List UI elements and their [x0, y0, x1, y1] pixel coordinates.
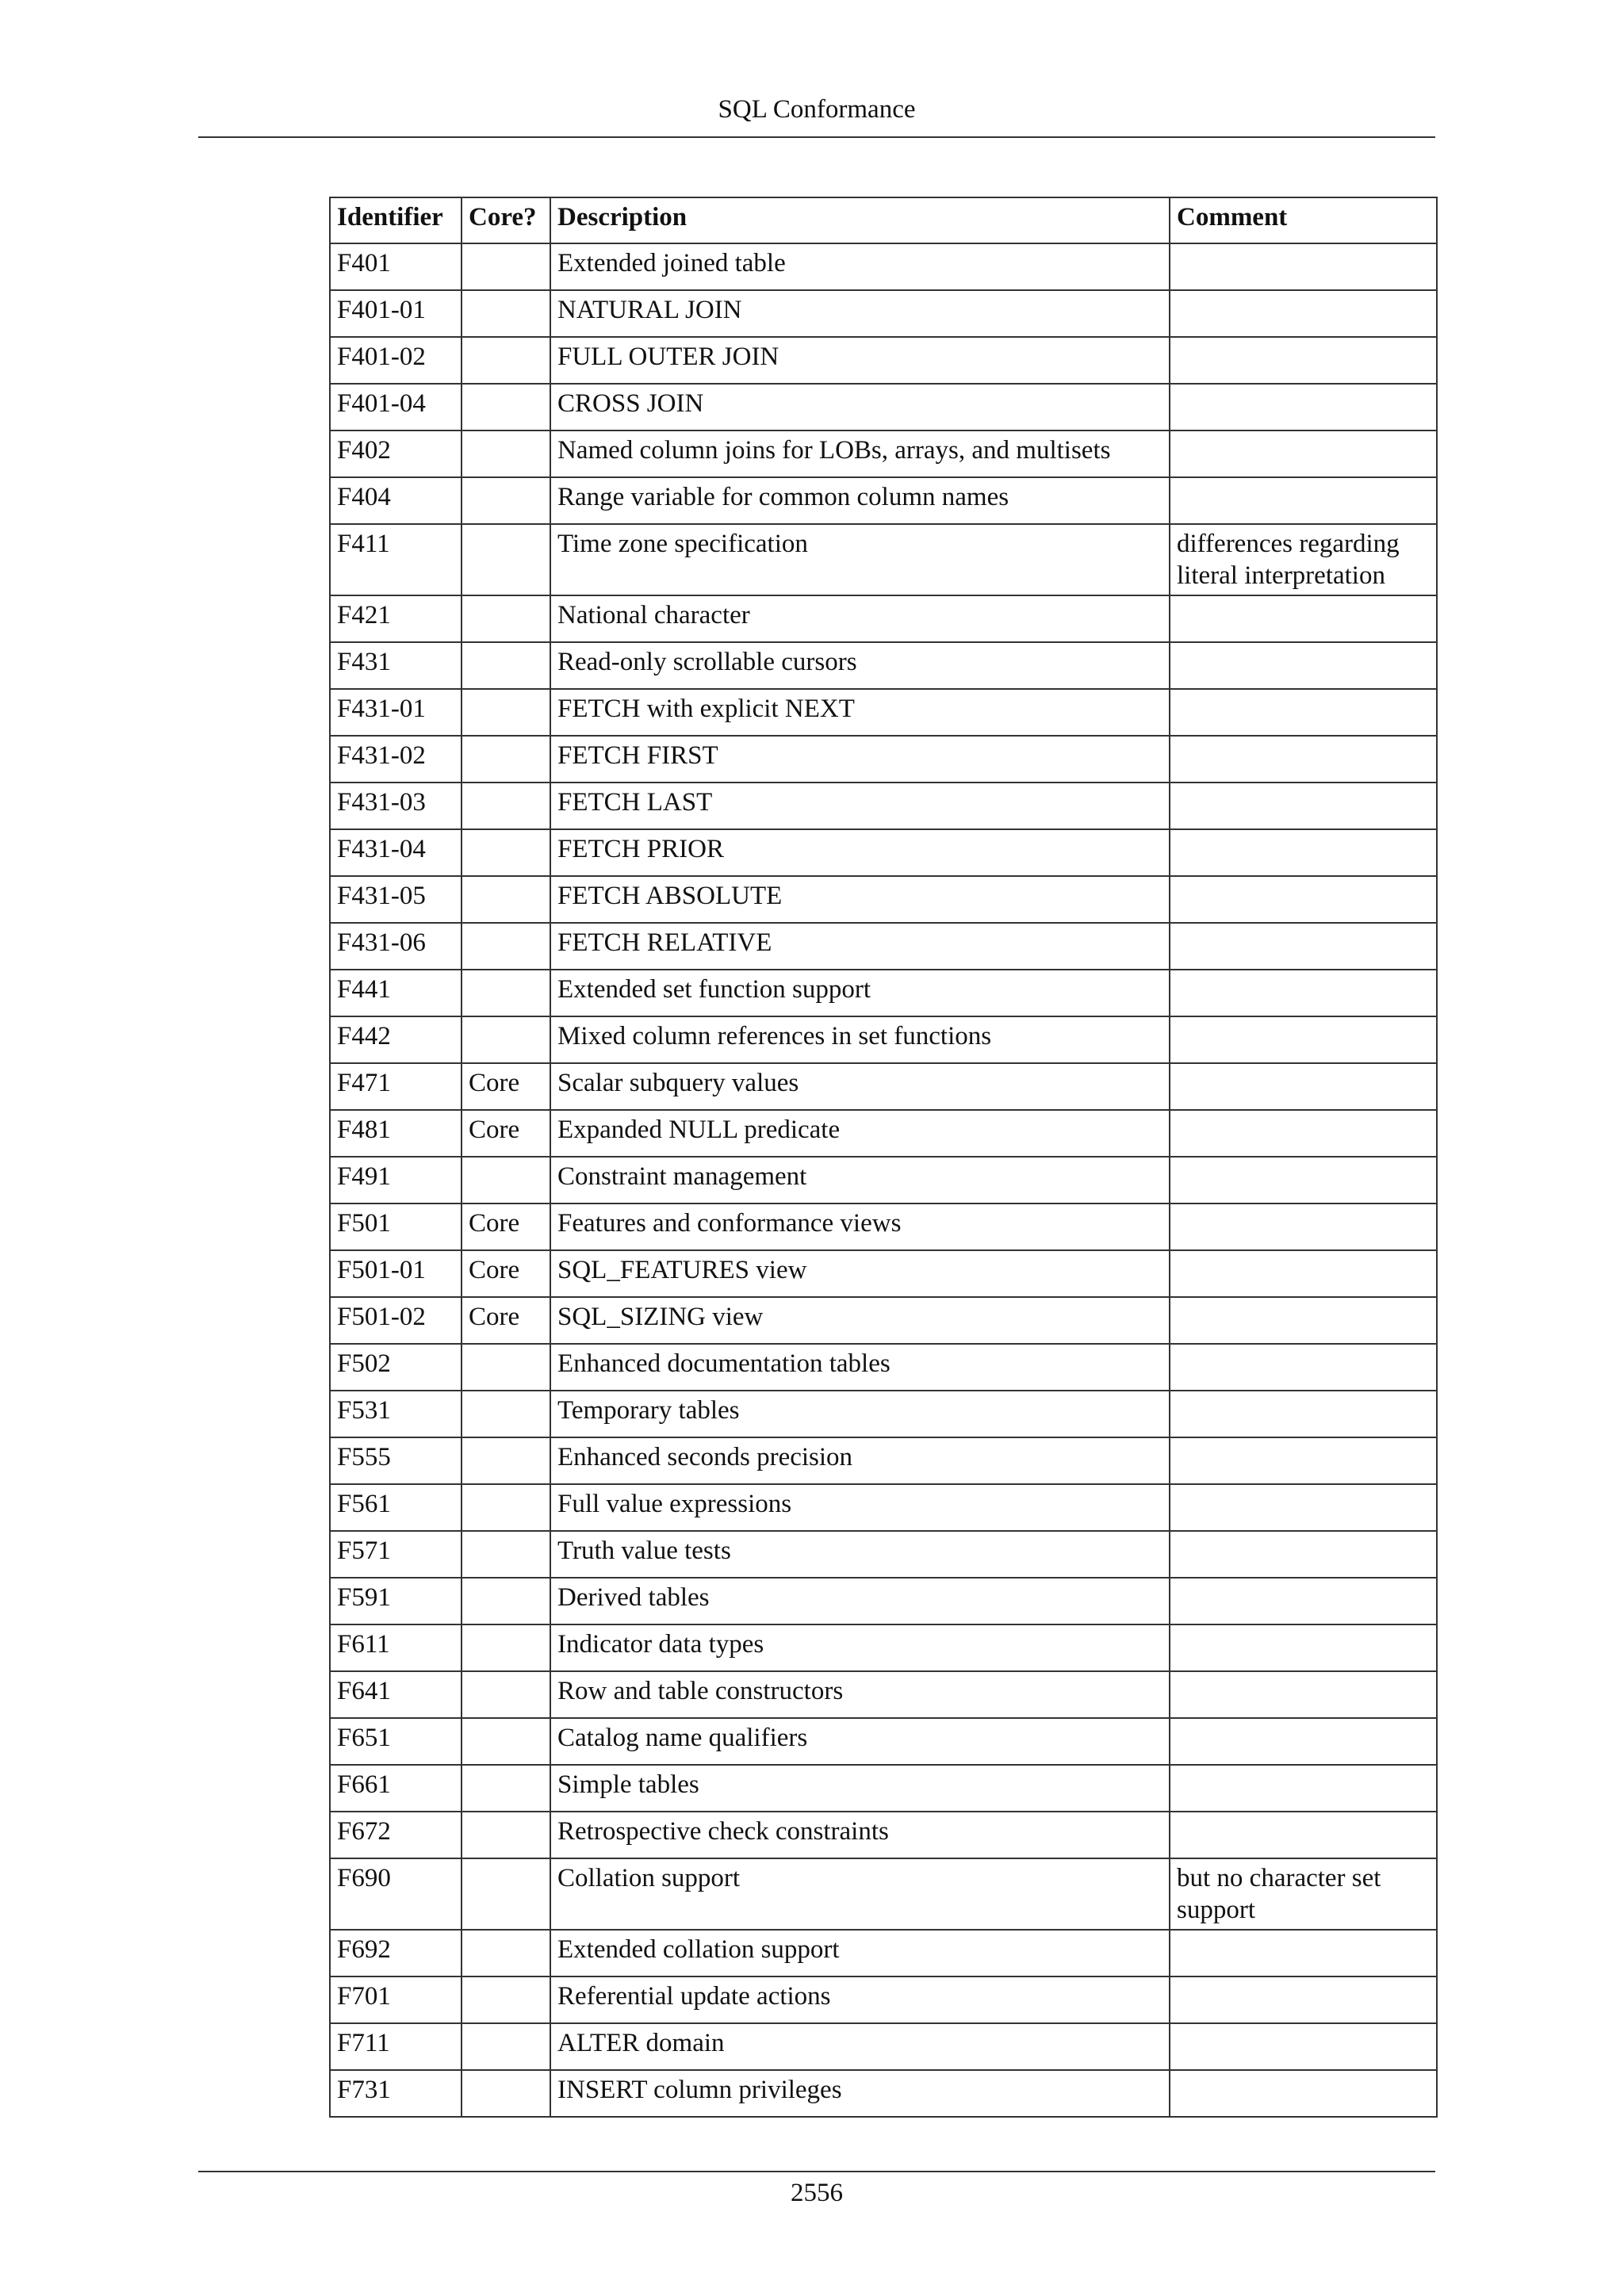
cell-core — [462, 829, 550, 876]
table-header — [330, 197, 1437, 243]
table-body — [330, 243, 1437, 2117]
page-number: 2556 — [791, 2179, 843, 2207]
cell-identifier: F561 — [330, 1484, 462, 1531]
table-row — [330, 1110, 1437, 1157]
cell-identifier: F555 — [330, 1437, 462, 1484]
cell-identifier: F531 — [330, 1391, 462, 1437]
cell-core — [462, 1858, 550, 1930]
cell-comment — [1170, 1110, 1437, 1157]
cell-identifier: F401-04 — [330, 384, 462, 430]
table-row — [330, 243, 1437, 290]
cell-identifier: F502 — [330, 1344, 462, 1391]
cell-core — [462, 736, 550, 783]
cell-identifier: F411 — [330, 524, 462, 595]
cell-comment: differences regarding literal interpretation — [1170, 524, 1437, 595]
column-header-description: Description — [550, 197, 1170, 243]
cell-description: NATURAL JOIN — [550, 290, 1170, 337]
table-row — [330, 477, 1437, 524]
cell-core — [462, 923, 550, 970]
cell-identifier: F401-01 — [330, 290, 462, 337]
cell-core: Core — [462, 1063, 550, 1110]
cell-comment — [1170, 1765, 1437, 1812]
table-row — [330, 1344, 1437, 1391]
cell-identifier: F442 — [330, 1016, 462, 1063]
table-row — [330, 829, 1437, 876]
cell-identifier: F501-02 — [330, 1297, 462, 1344]
table-row — [330, 1531, 1437, 1578]
cell-description: Catalog name qualifiers — [550, 1718, 1170, 1765]
cell-comment — [1170, 1976, 1437, 2023]
cell-comment — [1170, 1250, 1437, 1297]
table-row — [330, 1624, 1437, 1671]
cell-comment — [1170, 1484, 1437, 1531]
cell-comment — [1170, 1718, 1437, 1765]
cell-comment — [1170, 1578, 1437, 1624]
cell-core — [462, 1976, 550, 2023]
conformance-table — [329, 197, 1438, 2118]
cell-identifier: F402 — [330, 430, 462, 477]
cell-identifier: F431-05 — [330, 876, 462, 923]
table-row — [330, 1391, 1437, 1437]
cell-comment: but no character set support — [1170, 1858, 1437, 1930]
cell-identifier: F641 — [330, 1671, 462, 1718]
cell-description: ALTER domain — [550, 2023, 1170, 2070]
cell-identifier: F501-01 — [330, 1250, 462, 1297]
table-row — [330, 2070, 1437, 2117]
page-header-title: SQL Conformance — [718, 95, 916, 124]
cell-description: Temporary tables — [550, 1391, 1170, 1437]
cell-description: Range variable for common column names — [550, 477, 1170, 524]
cell-identifier: F401 — [330, 243, 462, 290]
table-row — [330, 736, 1437, 783]
cell-identifier: F441 — [330, 970, 462, 1016]
cell-description: FETCH LAST — [550, 783, 1170, 829]
table-row — [330, 783, 1437, 829]
cell-description: Derived tables — [550, 1578, 1170, 1624]
cell-description: Enhanced seconds precision — [550, 1437, 1170, 1484]
table-row — [330, 430, 1437, 477]
cell-description: FETCH FIRST — [550, 736, 1170, 783]
cell-comment — [1170, 430, 1437, 477]
cell-description: Indicator data types — [550, 1624, 1170, 1671]
cell-description: FULL OUTER JOIN — [550, 337, 1170, 384]
cell-core — [462, 1437, 550, 1484]
cell-identifier: F661 — [330, 1765, 462, 1812]
table-header-row — [330, 197, 1437, 243]
cell-core — [462, 243, 550, 290]
table-row — [330, 1016, 1437, 1063]
cell-identifier: F431-02 — [330, 736, 462, 783]
cell-identifier: F672 — [330, 1812, 462, 1858]
cell-comment — [1170, 384, 1437, 430]
cell-identifier: F431 — [330, 642, 462, 689]
cell-comment — [1170, 1437, 1437, 1484]
table-row — [330, 1578, 1437, 1624]
cell-description: Truth value tests — [550, 1531, 1170, 1578]
cell-comment — [1170, 1624, 1437, 1671]
cell-description: National character — [550, 595, 1170, 642]
cell-identifier: F471 — [330, 1063, 462, 1110]
cell-core — [462, 337, 550, 384]
cell-core — [462, 1812, 550, 1858]
table-row — [330, 923, 1437, 970]
cell-core — [462, 290, 550, 337]
table-row — [330, 1437, 1437, 1484]
table-row — [330, 1858, 1437, 1930]
cell-identifier: F731 — [330, 2070, 462, 2117]
cell-comment — [1170, 2070, 1437, 2117]
cell-comment — [1170, 243, 1437, 290]
cell-description: Extended joined table — [550, 243, 1170, 290]
page-header — [198, 89, 1435, 138]
table-row — [330, 1203, 1437, 1250]
cell-description: Referential update actions — [550, 1976, 1170, 2023]
cell-comment — [1170, 876, 1437, 923]
cell-comment — [1170, 1812, 1437, 1858]
cell-comment — [1170, 1671, 1437, 1718]
cell-identifier: F701 — [330, 1976, 462, 2023]
cell-identifier: F651 — [330, 1718, 462, 1765]
table-row — [330, 1157, 1437, 1203]
cell-comment — [1170, 642, 1437, 689]
cell-identifier: F431-04 — [330, 829, 462, 876]
cell-description: SQL_FEATURES view — [550, 1250, 1170, 1297]
cell-comment — [1170, 337, 1437, 384]
table-row — [330, 1976, 1437, 2023]
cell-core — [462, 595, 550, 642]
cell-identifier: F431-01 — [330, 689, 462, 736]
table-row — [330, 1484, 1437, 1531]
column-header-core: Core? — [462, 197, 550, 243]
cell-comment — [1170, 477, 1437, 524]
cell-core — [462, 1624, 550, 1671]
cell-description: Scalar subquery values — [550, 1063, 1170, 1110]
cell-comment — [1170, 1157, 1437, 1203]
cell-description: Features and conformance views — [550, 1203, 1170, 1250]
cell-identifier: F591 — [330, 1578, 462, 1624]
cell-identifier: F404 — [330, 477, 462, 524]
table-row — [330, 2023, 1437, 2070]
table-row — [330, 1297, 1437, 1344]
table-row — [330, 1063, 1437, 1110]
cell-description: Expanded NULL predicate — [550, 1110, 1170, 1157]
table-row — [330, 290, 1437, 337]
cell-core — [462, 1157, 550, 1203]
cell-identifier: F431-06 — [330, 923, 462, 970]
cell-comment — [1170, 736, 1437, 783]
cell-identifier: F690 — [330, 1858, 462, 1930]
cell-comment — [1170, 783, 1437, 829]
cell-core: Core — [462, 1297, 550, 1344]
cell-comment — [1170, 689, 1437, 736]
cell-core — [462, 524, 550, 595]
cell-core — [462, 2023, 550, 2070]
cell-core — [462, 1765, 550, 1812]
cell-description: Full value expressions — [550, 1484, 1170, 1531]
cell-core — [462, 430, 550, 477]
cell-identifier: F501 — [330, 1203, 462, 1250]
cell-core — [462, 1016, 550, 1063]
cell-description: Time zone specification — [550, 524, 1170, 595]
cell-identifier: F711 — [330, 2023, 462, 2070]
cell-identifier: F431-03 — [330, 783, 462, 829]
cell-description: Read-only scrollable cursors — [550, 642, 1170, 689]
table-row — [330, 689, 1437, 736]
table-row — [330, 1812, 1437, 1858]
table-row — [330, 970, 1437, 1016]
page-footer — [198, 2171, 1435, 2228]
table-row — [330, 1250, 1437, 1297]
cell-comment — [1170, 1063, 1437, 1110]
cell-core — [462, 1671, 550, 1718]
cell-description: SQL_SIZING view — [550, 1297, 1170, 1344]
cell-comment — [1170, 1344, 1437, 1391]
cell-description: INSERT column privileges — [550, 2070, 1170, 2117]
cell-comment — [1170, 1531, 1437, 1578]
cell-comment — [1170, 1203, 1437, 1250]
cell-description: FETCH with explicit NEXT — [550, 689, 1170, 736]
cell-core — [462, 1391, 550, 1437]
cell-comment — [1170, 290, 1437, 337]
cell-core — [462, 1531, 550, 1578]
cell-description: FETCH PRIOR — [550, 829, 1170, 876]
cell-core — [462, 1578, 550, 1624]
table-row — [330, 337, 1437, 384]
cell-description: Simple tables — [550, 1765, 1170, 1812]
cell-description: Enhanced documentation tables — [550, 1344, 1170, 1391]
cell-comment — [1170, 1016, 1437, 1063]
cell-core: Core — [462, 1110, 550, 1157]
cell-identifier: F611 — [330, 1624, 462, 1671]
table-row — [330, 595, 1437, 642]
cell-description: Constraint management — [550, 1157, 1170, 1203]
cell-identifier: F481 — [330, 1110, 462, 1157]
cell-identifier: F401-02 — [330, 337, 462, 384]
table-row — [330, 642, 1437, 689]
cell-comment — [1170, 2023, 1437, 2070]
cell-core — [462, 1344, 550, 1391]
cell-description: Extended set function support — [550, 970, 1170, 1016]
table-row — [330, 1671, 1437, 1718]
cell-core — [462, 384, 550, 430]
cell-description: Retrospective check constraints — [550, 1812, 1170, 1858]
cell-comment — [1170, 923, 1437, 970]
cell-core — [462, 1484, 550, 1531]
cell-description: FETCH ABSOLUTE — [550, 876, 1170, 923]
cell-description: Extended collation support — [550, 1930, 1170, 1976]
cell-core — [462, 783, 550, 829]
cell-comment — [1170, 595, 1437, 642]
cell-core — [462, 1718, 550, 1765]
table-row — [330, 1765, 1437, 1812]
table-row — [330, 384, 1437, 430]
cell-description: Mixed column references in set functions — [550, 1016, 1170, 1063]
cell-core — [462, 970, 550, 1016]
cell-comment — [1170, 1930, 1437, 1976]
cell-core: Core — [462, 1203, 550, 1250]
table-row — [330, 1718, 1437, 1765]
cell-comment — [1170, 1391, 1437, 1437]
cell-core — [462, 642, 550, 689]
cell-description: FETCH RELATIVE — [550, 923, 1170, 970]
cell-core — [462, 477, 550, 524]
cell-identifier: F491 — [330, 1157, 462, 1203]
column-header-comment: Comment — [1170, 197, 1437, 243]
cell-core — [462, 876, 550, 923]
cell-identifier: F421 — [330, 595, 462, 642]
cell-core — [462, 2070, 550, 2117]
table-row — [330, 876, 1437, 923]
cell-comment — [1170, 829, 1437, 876]
cell-identifier: F571 — [330, 1531, 462, 1578]
cell-core: Core — [462, 1250, 550, 1297]
column-header-identifier: Identifier — [330, 197, 462, 243]
table-row — [330, 1930, 1437, 1976]
cell-identifier: F692 — [330, 1930, 462, 1976]
cell-description: Named column joins for LOBs, arrays, and multisets — [550, 430, 1170, 477]
table-row — [330, 524, 1437, 595]
cell-core — [462, 689, 550, 736]
cell-description: CROSS JOIN — [550, 384, 1170, 430]
cell-comment — [1170, 1297, 1437, 1344]
cell-comment — [1170, 970, 1437, 1016]
cell-core — [462, 1930, 550, 1976]
cell-description: Collation support — [550, 1858, 1170, 1930]
cell-description: Row and table constructors — [550, 1671, 1170, 1718]
